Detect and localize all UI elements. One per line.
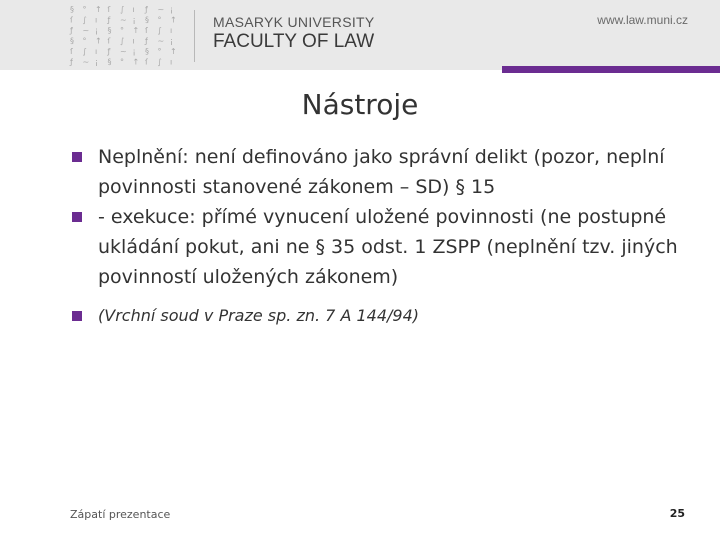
- logo-glyph: ſ: [107, 5, 111, 14]
- page-number: 25: [669, 507, 685, 520]
- bullet-text: Neplnění: není definováno jako správní delikt (pozor, neplní povinnosti stanovené zákonem – SD) § 15: [98, 146, 665, 198]
- logo-glyph: ~: [82, 57, 90, 67]
- logo-glyph: °: [120, 57, 124, 67]
- logo-glyph: §: [107, 57, 112, 67]
- logo-glyph: ¡: [95, 57, 99, 67]
- square-bullet-icon: [72, 311, 82, 321]
- logo-glyph: ~: [157, 5, 165, 14]
- logo-glyph: §: [145, 47, 149, 56]
- logo-glyph: ∫: [157, 57, 162, 67]
- logo-glyph: ı: [95, 47, 98, 56]
- logo-glyph: ı: [95, 15, 98, 25]
- logo-glyph: ƒ: [145, 36, 148, 46]
- logo-glyph: ~: [120, 15, 127, 25]
- bullet-item: [72, 142, 692, 202]
- logo-glyph: ƒ: [107, 15, 111, 25]
- logo-glyph: ¡: [132, 47, 136, 56]
- logo-glyph: ƒ: [70, 57, 73, 67]
- university-logo-icon: [66, 2, 182, 68]
- logo-glyph: §: [107, 26, 112, 35]
- logo-glyph: ƒ: [145, 5, 148, 14]
- logo-glyph: §: [70, 5, 74, 14]
- logo-glyph: °: [157, 47, 162, 56]
- logo-glyph: °: [82, 5, 87, 14]
- bullet-text: (Vrchní soud v Praze sp. zn. 7 A 144/94): [98, 306, 419, 325]
- logo-glyph: °: [82, 36, 87, 46]
- website-url: www.law.muni.cz: [597, 13, 688, 27]
- logo-glyph: ¡: [170, 36, 174, 46]
- logo-glyph: ∫: [82, 47, 87, 56]
- logo-glyph: ↑: [132, 57, 140, 67]
- logo-glyph: ſ: [145, 26, 148, 35]
- university-name: MASARYK UNIVERSITY: [213, 14, 375, 30]
- slide-title: Nástroje: [301, 88, 419, 121]
- footer-text: Zápatí prezentace: [70, 508, 171, 521]
- logo-divider: [194, 10, 195, 62]
- bullet-item: [72, 202, 692, 292]
- bullet-list: [72, 142, 692, 330]
- logo-glyph: ¡: [132, 15, 136, 25]
- logo-glyph: ~: [82, 26, 90, 35]
- square-bullet-icon: [72, 212, 82, 222]
- logo-glyph: §: [145, 15, 149, 25]
- logo-glyph: ~: [157, 36, 165, 46]
- logo-glyph: °: [120, 26, 124, 35]
- logo-glyph: ı: [170, 57, 173, 67]
- logo-glyph: °: [157, 15, 162, 25]
- logo-glyph: ſ: [70, 47, 73, 56]
- logo-glyph: ı: [132, 5, 135, 14]
- logo-glyph: §: [70, 36, 74, 46]
- logo-glyph: ſ: [145, 57, 148, 67]
- logo-glyph: ı: [132, 36, 135, 46]
- logo-glyph: ∫: [120, 5, 125, 14]
- logo-glyph: ∫: [120, 36, 125, 46]
- logo-glyph: ¡: [95, 26, 99, 35]
- logo-glyph: ſ: [70, 15, 73, 25]
- logo-glyph: ∫: [157, 26, 162, 35]
- logo-glyph: ſ: [107, 36, 111, 46]
- logo-glyph: ↑: [95, 5, 102, 14]
- logo-glyph: ı: [170, 26, 173, 35]
- bullet-item: [72, 302, 692, 330]
- logo-glyph: ↑: [132, 26, 140, 35]
- logo-glyph: ∫: [82, 15, 87, 25]
- logo-glyph: ↑: [170, 15, 177, 25]
- logo-glyph: ƒ: [70, 26, 73, 35]
- logo-glyph: ↑: [95, 36, 102, 46]
- faculty-name: FACULTY OF LAW: [213, 31, 375, 52]
- logo-glyph: ¡: [170, 5, 174, 14]
- slide-header: [0, 0, 720, 70]
- logo-glyph: ↑: [170, 47, 177, 56]
- accent-bar: [502, 66, 720, 73]
- square-bullet-icon: [72, 152, 82, 162]
- logo-glyph: ƒ: [107, 47, 111, 56]
- bullet-text: - exekuce: přímé vynucení uložené povinnosti (ne postupné ukládání pokut, ani ne § 35 odst. 1 ZSPP (neplnění tzv. jiných povinností uložených zákonem): [98, 206, 678, 288]
- logo-glyph: ~: [120, 47, 127, 56]
